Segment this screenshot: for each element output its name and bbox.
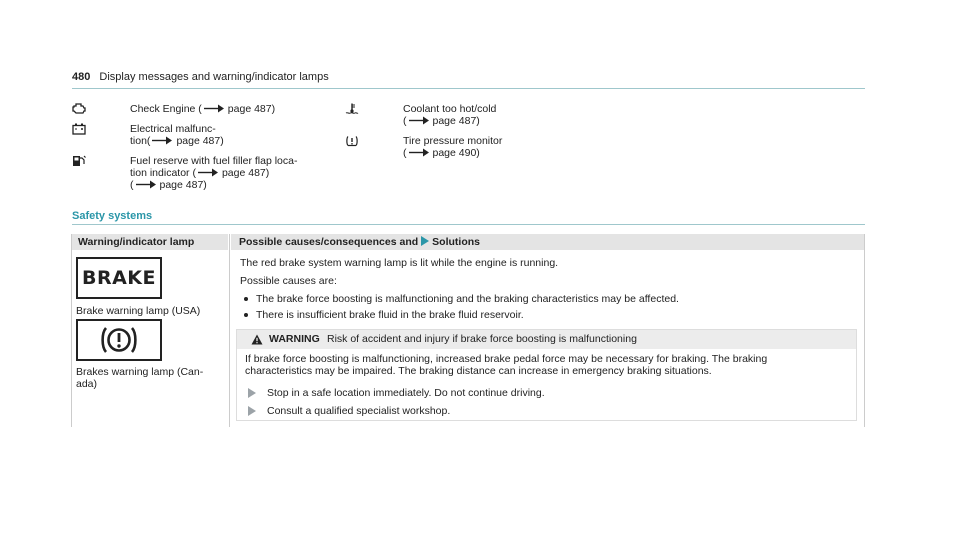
warning-box — [236, 329, 857, 421]
check-engine-label: Check Engine ( — [130, 103, 202, 115]
coolant-label-line1: Coolant too hot/cold — [403, 103, 497, 115]
warning-body-line2: characteristics may be impaired. The braking distance can increase in emergency braking situations. — [245, 365, 712, 377]
brake-canada-caption — [76, 366, 203, 390]
electrical-label-line2: tion( — [130, 135, 151, 147]
warning-header — [237, 330, 856, 349]
tire-pressure-page-ref: page 490) — [432, 147, 480, 159]
tire-pressure-label-line2: ( — [403, 147, 407, 159]
fuel-label-line1: Fuel reserve with fuel filler flap loca- — [130, 155, 298, 167]
bullet-dot — [244, 297, 248, 301]
table-header-causes-label: Possible causes/consequences and — [239, 236, 419, 248]
brake-intro-text: The red brake system warning lamp is lit while the engine is running. — [240, 257, 559, 269]
brake-warning-canada-symbol — [76, 319, 162, 361]
check-engine-icon — [72, 103, 86, 115]
warning-body — [245, 353, 845, 377]
table-left-border — [71, 234, 72, 427]
check-engine-page-ref: page 487) — [227, 103, 276, 115]
brake-canada-caption-line1: Brakes warning lamp (Can- — [76, 366, 204, 378]
page-reference-arrow-icon — [152, 136, 174, 145]
fuel-pump-icon — [72, 155, 86, 167]
page-reference-arrow-icon — [204, 104, 226, 113]
page-reference-arrow-icon — [136, 180, 158, 189]
fuel-label-line2: tion indicator ( — [130, 167, 196, 179]
brake-lamp-text: BRAKE — [81, 267, 157, 289]
brake-circle-exclamation-icon — [100, 323, 138, 357]
tire-pressure-icon — [345, 135, 359, 147]
fuel-page-ref-2: page 487) — [159, 179, 207, 191]
coolant-label-line2: ( — [403, 115, 407, 127]
electrical-page-ref: page 487) — [176, 135, 224, 147]
coolant-page-ref: page 487) — [432, 115, 480, 127]
possible-causes-label: Possible causes are: — [240, 275, 337, 287]
cause-text: There is insufficient brake fluid in the brake fluid reservoir. — [256, 309, 524, 321]
brake-lamp-symbol — [76, 257, 162, 299]
fuel-page-ref-1: page 487) — [221, 167, 270, 179]
battery-icon — [72, 123, 86, 135]
step-arrow-icon — [248, 388, 256, 398]
bullet-dot — [244, 313, 248, 317]
electrical-label-line1: Electrical malfunc- — [130, 123, 216, 135]
section-title: Safety systems — [72, 210, 153, 222]
header-rule — [72, 88, 865, 89]
fuel-label-line3: ( — [130, 179, 134, 191]
brake-lamp-caption: Brake warning lamp (USA) — [76, 305, 201, 317]
solutions-arrow-icon — [421, 236, 429, 246]
page-reference-arrow-icon — [409, 148, 431, 157]
page-reference-arrow-icon — [409, 116, 431, 125]
table-right-border — [864, 234, 865, 427]
step-arrow-icon — [248, 406, 256, 416]
page-header — [72, 71, 329, 83]
tire-pressure-label-line1: Tire pressure monitor — [403, 135, 503, 147]
step-text: Stop in a safe location immediately. Do not continue driving. — [267, 387, 545, 399]
coolant-temperature-icon — [345, 103, 359, 115]
table-header-causes — [231, 234, 865, 250]
warning-body-line1: If brake force boosting is malfunctioning, increased brake pedal force may be necessary for braking. The braking — [245, 353, 768, 365]
table-column-divider — [229, 234, 230, 427]
warning-triangle-icon — [251, 334, 263, 345]
page-header-title: Display messages and warning/indicator lamps — [99, 71, 329, 83]
table-header-lamp: Warning/indicator lamp — [72, 234, 228, 250]
section-rule — [72, 224, 865, 225]
warning-label: WARNING — [269, 333, 320, 345]
cause-text: The brake force boosting is malfunctioning and the braking characteristics may be affected. — [256, 293, 679, 305]
page-number: 480 — [72, 71, 91, 83]
brake-canada-caption-line2: ada) — [76, 378, 98, 390]
page-reference-arrow-icon — [198, 168, 220, 177]
warning-headline: Risk of accident and injury if brake force boosting is malfunctioning — [327, 333, 637, 345]
step-text: Consult a qualified specialist workshop. — [267, 405, 451, 417]
table-header-solutions-label: Solutions — [432, 236, 481, 248]
